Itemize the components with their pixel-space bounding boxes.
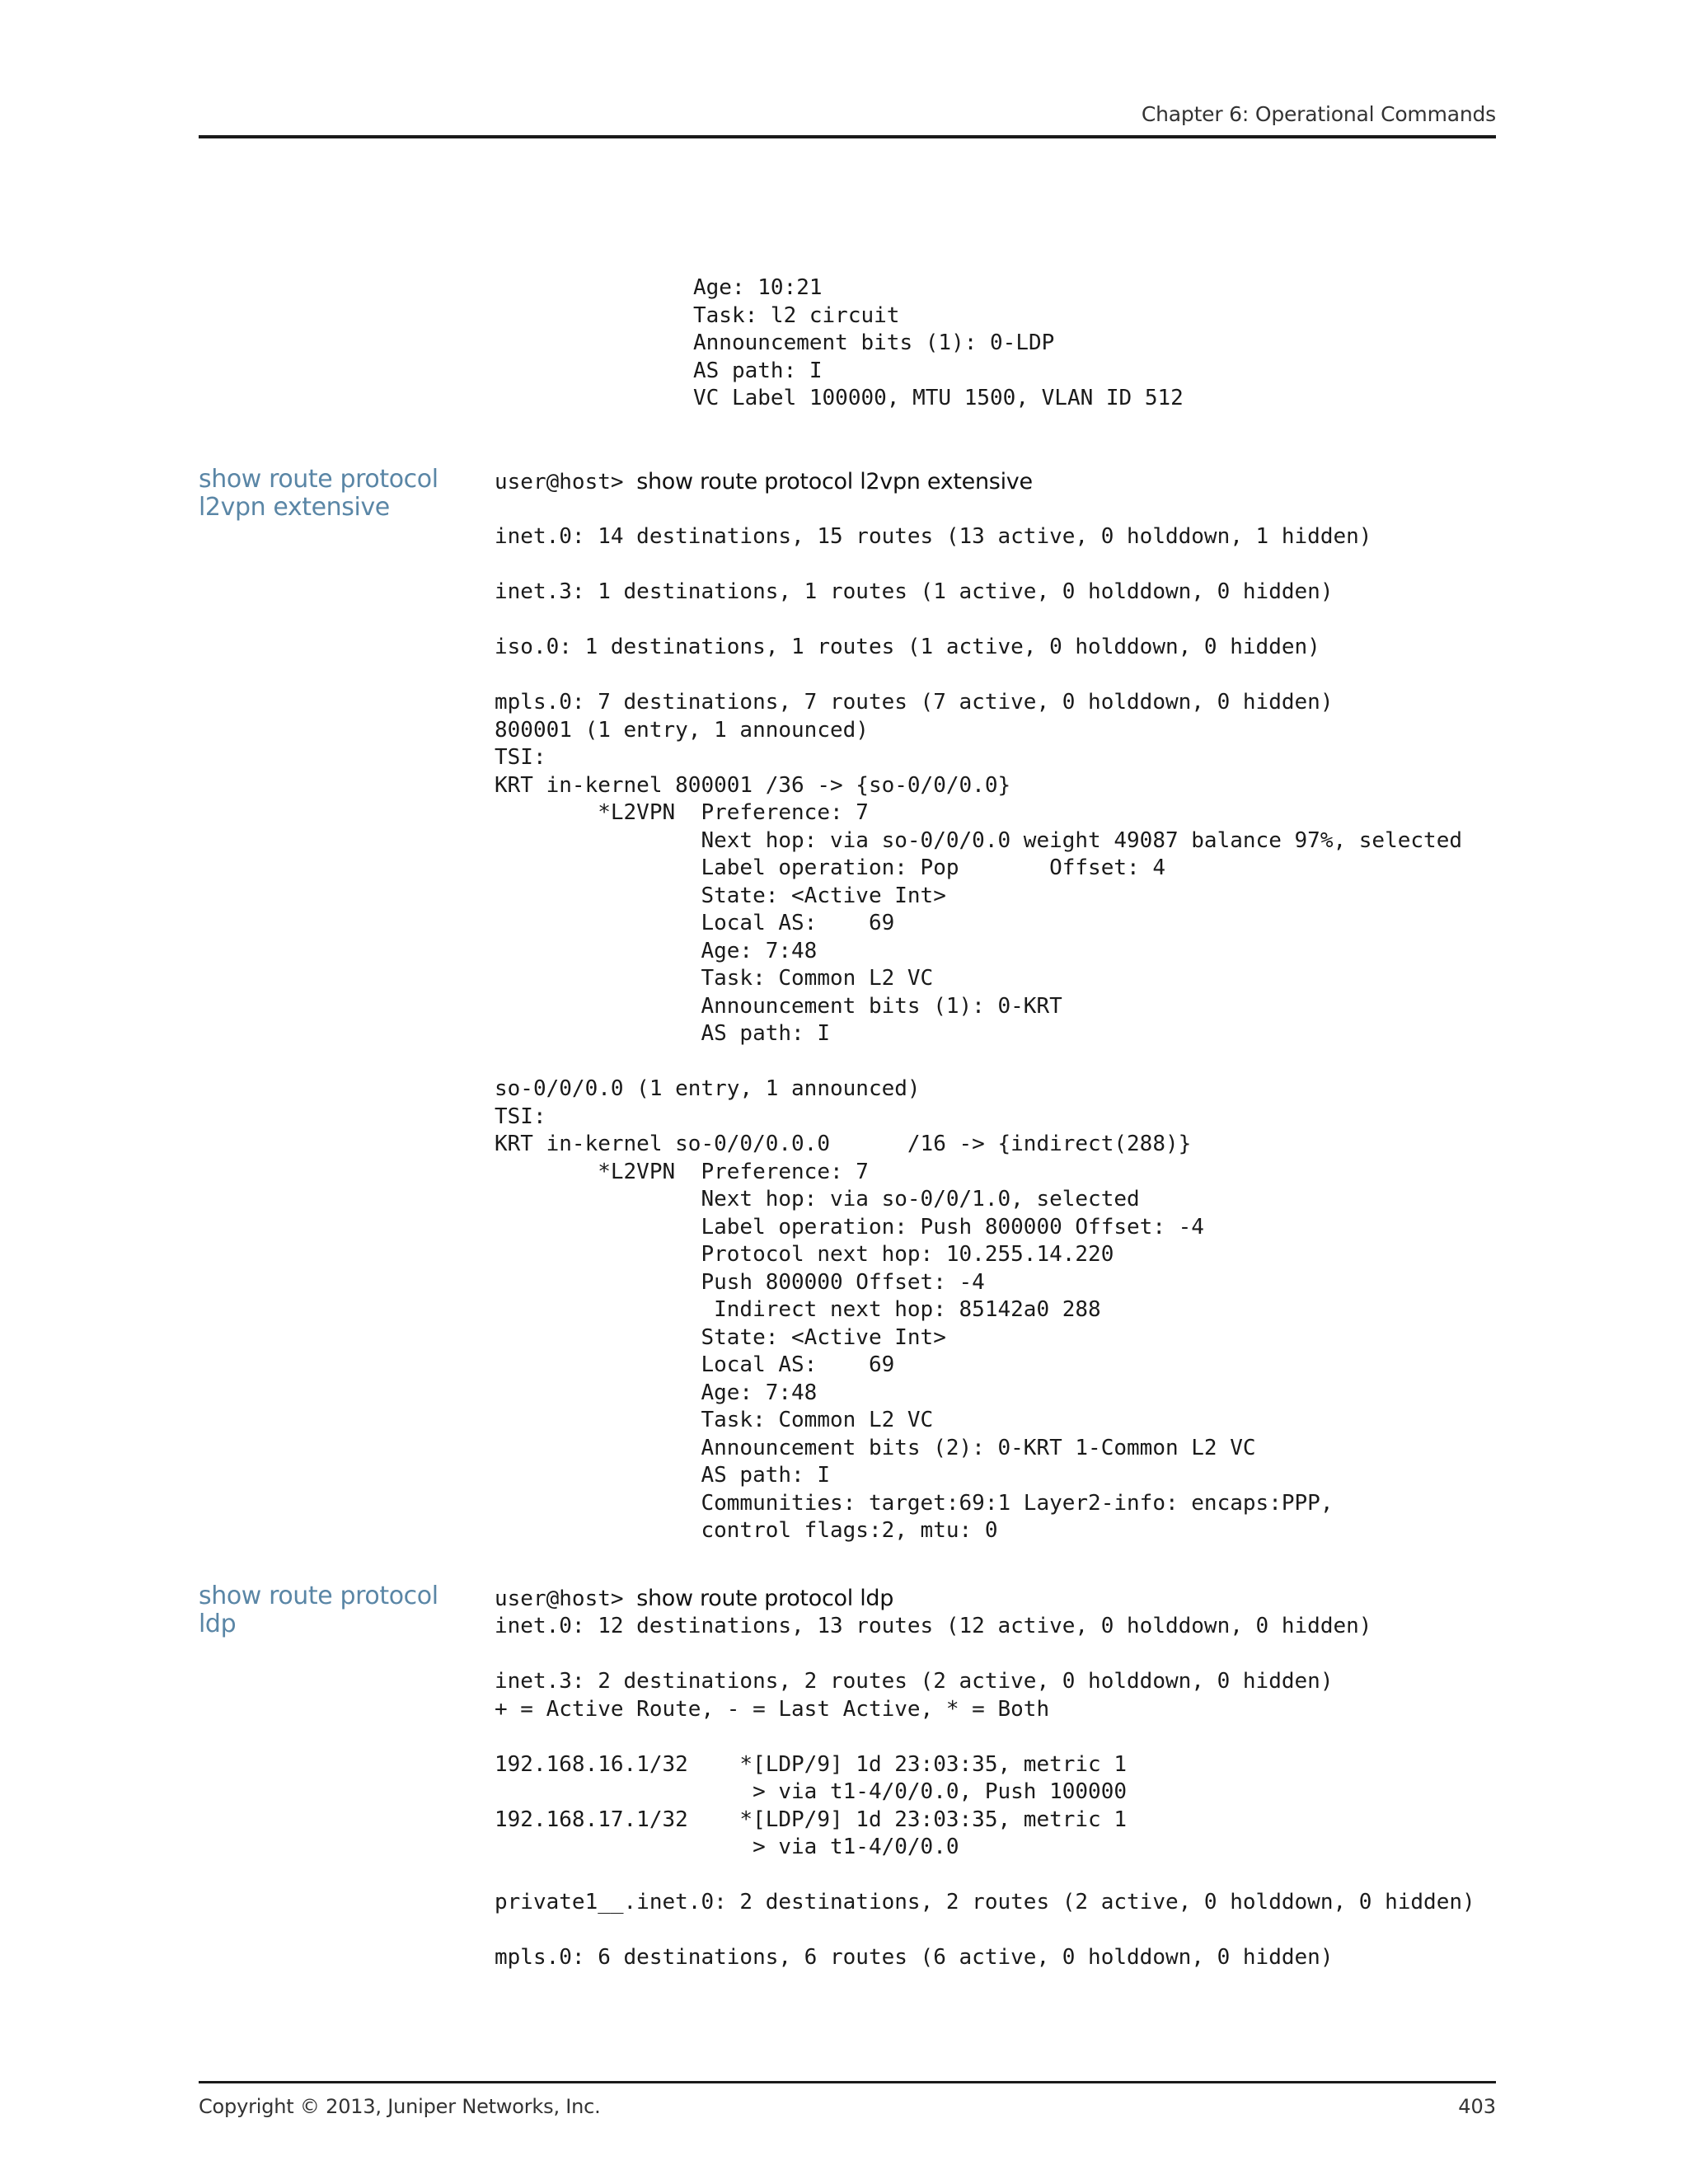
copyright-notice: Copyright © 2013, Juniper Networks, Inc. xyxy=(199,2095,601,2118)
cli-command: show route protocol l2vpn extensive xyxy=(636,469,1033,494)
cli-command: show route protocol ldp xyxy=(636,1586,894,1611)
cli-prompt: user@host> xyxy=(495,1586,637,1611)
page-number: 403 xyxy=(1458,2095,1496,2118)
command-output-l2vpn: inet.0: 14 destinations, 15 routes (13 active, 0 holddown, 1 hidden) inet.3: 1 destinations, 1 routes (1 active, 0 holddown, 0 hidden) iso.0: 1 destinations, 1 routes (1 active, 0 holddown, 0 hidden) mpls.0: 7 destinations, 7 routes (7 active, 0 holddown, 0 hidden) 800001 (1 entry, 1 announced) TSI: KRT in-kernel 800001 /36 -> {so-0/0/0.0} *L2VPN Preference: 7 Next hop: via so-0/0/0.0 weight 49087 balance 97%, selected Label operation: Pop Offset: 4 State: <Active Int> Local AS: 69 Age: 7:48 Task: Common L2 VC Announcement bits (1): 0-KRT AS path: I so-0/0/0.0 (1 entry, 1 announced) TSI: KRT in-kernel so-0/0/0.0.0 /16 -> {indirect(288)} *L2VPN Preference: 7 Next hop: via so-0/0/1.0, selected Label operation: Push 800000 Offset: -4 Protocol next hop: 10.255.14.220 Push 800000 Offset: -4 Indirect next hop: 85142a0 288 State: <Active Int> Local AS: 69 Age: 7:48 Task: Common L2 VC Announcement bits (2): 0-KRT 1-Common L2 VC AS path: I Communities: target:69:1 Layer2-info: encaps:PPP, control flags:2, mtu: 0 xyxy=(495,524,1462,1543)
cli-prompt: user@host> xyxy=(495,470,637,494)
page-footer xyxy=(199,2081,1496,2116)
section-heading-ldp: show route protocol ldp xyxy=(199,1582,438,1638)
continued-output-block: Age: 10:21 Task: l2 circuit Announcement bits (1): 0-LDP AS path: I VC Label 100000, MTU 1500, VLAN ID 512 xyxy=(693,275,1184,410)
page-header xyxy=(199,99,1496,138)
command-output-ldp: inet.0: 12 destinations, 13 routes (12 active, 0 holddown, 0 hidden) inet.3: 2 destinations, 2 routes (2 active, 0 holddown, 0 hidden) + = Active Route, - = Last Active, * = Both 192.168.16.1/32 *[LDP/9] 1d 23:03:35, metric 1 > via t1-4/0/0.0, Push 100000 192.168.17.1/32 *[LDP/9] 1d 23:03:35, metric 1 > via t1-4/0/0.0 private1__.inet.0: 2 destinations, 2 routes (2 active, 0 holddown, 0 hidden) mpls.0: 6 destinations, 6 routes (6 active, 0 holddown, 0 hidden) xyxy=(495,1614,1475,1970)
command-line-ldp xyxy=(495,1585,893,1614)
command-line-l2vpn xyxy=(495,468,1033,497)
section-heading-l2vpn-extensive: show route protocol l2vpn extensive xyxy=(199,465,438,522)
chapter-title: Chapter 6: Operational Commands xyxy=(1141,102,1496,126)
